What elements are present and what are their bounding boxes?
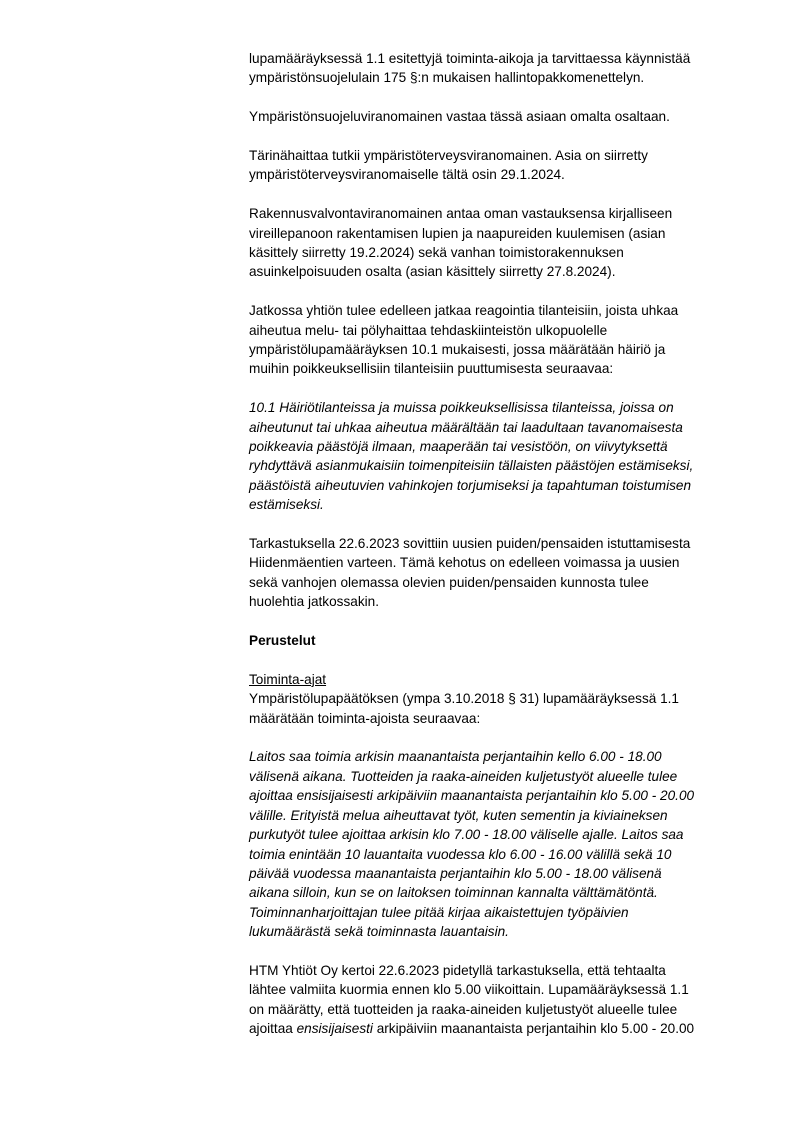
text-line: Tärinähaittaa tutkii ympäristöterveysviranomainen. Asia on siirretty: [249, 148, 648, 163]
text-line: estämiseksi.: [249, 497, 324, 513]
paragraph-environment-authority: [249, 107, 749, 126]
subsection-heading: Toiminta-ajat: [249, 671, 327, 687]
paragraph-vibration: [249, 146, 749, 185]
quote-permit-regulation-10-1: [249, 398, 749, 514]
text-segment: arkipäiviin maanantaista perjantaihin klo 5.00 - 20.00: [372, 1021, 695, 1037]
text-line: ryhdyttävä asianmukaisiin toimenpiteisiin tällaisten päästöjen estämiseksi,: [249, 458, 694, 474]
section-heading: Perustelut: [249, 633, 316, 649]
text-line: Laitos saa toimia arkisin maanantaista perjantaihin kello 6.00 - 18.00: [249, 749, 662, 765]
text-line: sekä vanhojen olemassa olevien puiden/pensaiden kunnosta tulee: [249, 574, 649, 590]
text-line: käsittely siirretty 19.2.2024) sekä vanhan toimistorakennuksen: [249, 245, 624, 261]
text-line: aikana silloin, kun se on laitoksen toiminnan kannalta välttämätöntä.: [249, 885, 658, 901]
text-line: HTM Yhtiöt Oy kertoi 22.6.2023 pidetyllä tarkastuksella, että tehtaalta: [249, 962, 666, 978]
text-line: huolehtia jatkossakin.: [249, 594, 379, 610]
paragraph-gap: [249, 515, 749, 534]
text-line: lupamääräyksessä 1.1 esitettyjä toiminta-aikoja ja tarvittaessa käynnistää: [249, 51, 691, 66]
paragraph-gap: [249, 650, 749, 669]
paragraph-gap: [249, 728, 749, 747]
paragraph-building-control: [249, 204, 749, 282]
text-line: päästöistä aiheutuvien vahinkojen torjumiseksi ja tapahtuman toistumisen: [249, 477, 692, 493]
text-line: ympäristöterveysviranomaiselle tältä osin 29.1.2024.: [249, 167, 565, 183]
text-line: Jatkossa yhtiön tulee edelleen jatkaa reagointia tilanteisiin, joista uhkaa: [249, 303, 679, 319]
text-line: välisenä aikana. Tuotteiden ja raaka-aineiden kuljetustyöt alueelle tulee: [249, 768, 678, 784]
text-line: päivää vuodessa maanantaista perjantaihin klo 5.00 - 18.00 välisenä: [249, 865, 662, 881]
paragraph-gap: [249, 379, 749, 398]
text-line: lähtee valmiita kuormia ennen klo 5.00 viikoittain. Lupamääräyksessä 1.1: [249, 982, 689, 998]
text-line: aiheutunut tai uhkaa aiheutua määrältään tai laadultaan tavanomaisesta: [249, 419, 683, 435]
text-line: 10.1 Häiriötilanteissa ja muissa poikkeuksellisissa tilanteissa, joissa on: [249, 400, 674, 416]
paragraph-gap: [249, 127, 749, 146]
text-line: poikkeavia päästöjä ilmaan, maaperään tai vesistöön, on viivytyksettä: [249, 439, 668, 455]
text-line: Hiidenmäentien varteen. Tämä kehotus on edelleen voimassa ja uusien: [249, 555, 680, 571]
paragraph-continued-reaction: [249, 301, 749, 379]
text-line: Tarkastuksella 22.6.2023 sovittiin uusien puiden/pensaiden istuttamisesta: [249, 536, 691, 552]
paragraph-gap: [249, 88, 749, 107]
text-line: purkutyöt tulee ajoittaa arkisin klo 7.00 - 18.00 väliselle ajalle. Laitos saa: [249, 827, 684, 843]
paragraph-gap: [249, 612, 749, 631]
text-line: lukumäärästä sekä toiminnasta lauantaisin.: [249, 924, 509, 940]
text-line: välille. Erityistä melua aiheuttavat työt, kuten sementin ja kiviaineksen: [249, 807, 668, 823]
paragraph-gap: [249, 185, 749, 204]
text-line: on määrätty, että tuotteiden ja raaka-aineiden kuljetustyöt alueelle tulee: [249, 1001, 678, 1017]
text-line: ympäristölupamääräyksen 10.1 mukaisesti, jossa määrätään häiriö ja: [249, 342, 666, 358]
subsection-operating-hours: [249, 670, 749, 728]
text-line: Ympäristölupapäätöksen (ympa 3.10.2018 § 31) lupamääräyksessä 1.1: [249, 691, 679, 707]
text-line: ympäristönsuojelulain 175 §:n mukaisen hallintopakkomenettelyn.: [249, 70, 645, 86]
text-line: Ympäristönsuojeluviranomainen vastaa tässä asiaan omalta osaltaan.: [249, 109, 670, 125]
text-line: toimia enintään 10 lauantaita vuodessa klo 6.00 - 16.00 välillä sekä 10: [249, 846, 672, 862]
paragraph-htm-inspection: [249, 961, 749, 1039]
paragraph-enforcement: [249, 49, 749, 88]
quote-permit-regulation-1-1: [249, 747, 749, 941]
text-line: aiheutua melu- tai pölyhaittaa tehdaskiinteistön ulkopuolelle: [249, 322, 608, 338]
text-line: vireillepanoon rakentamisen lupien ja naapureiden kuulemisen (asian: [249, 225, 666, 241]
emphasized-word: ensisijaisesti: [296, 1021, 373, 1037]
text-line: määrätään toiminta-ajoista seuraavaa:: [249, 710, 481, 726]
text-segment: ajoittaa: [249, 1021, 297, 1037]
text-line: Rakennusvalvontaviranomainen antaa oman vastauksensa kirjalliseen: [249, 206, 673, 222]
document-body: [249, 49, 749, 1039]
paragraph-tree-planting: [249, 534, 749, 612]
text-line: asuinkelpoisuuden osalta (asian käsittely siirretty 27.8.2024).: [249, 264, 616, 280]
text-line: Toiminnanharjoittajan tulee pitää kirjaa aikaistettujen työpäivien: [249, 904, 629, 920]
text-line-last: [249, 1021, 694, 1036]
text-line: ajoittaa ensisijaisesti arkipäiviin maanantaista perjantaihin klo 5.00 - 20.00: [249, 788, 695, 804]
text-line: muihin poikkeuksellisiin tilanteisiin puuttumisesta seuraavaa:: [249, 361, 614, 377]
paragraph-gap: [249, 942, 749, 961]
paragraph-gap: [249, 282, 749, 301]
